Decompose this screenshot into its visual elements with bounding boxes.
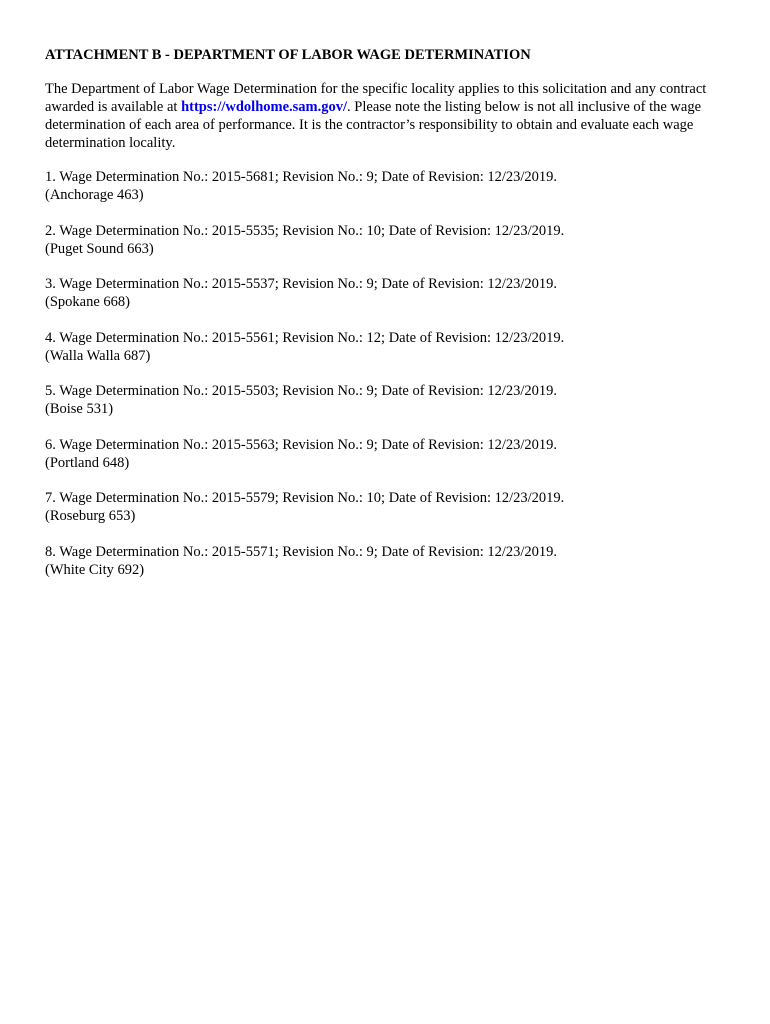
intro-paragraph xyxy=(45,80,735,152)
entry-line: 2. Wage Determination No.: 2015-5535; Revision No.: 10; Date of Revision: 12/23/2019. xyxy=(45,222,565,239)
entry-locality: (White City 692) xyxy=(45,561,145,578)
document-title: ATTACHMENT B - DEPARTMENT OF LABOR WAGE DETERMINATION xyxy=(45,47,531,63)
intro-text-before-link: The Department of Labor Wage Determination for the specific locality applies to this solicitation and any contract awarded is available at xyxy=(45,81,707,115)
entry-line: 8. Wage Determination No.: 2015-5571; Revision No.: 9; Date of Revision: 12/23/2019. xyxy=(45,543,558,560)
wage-determination-entry xyxy=(45,329,735,365)
entry-locality: (Anchorage 463) xyxy=(45,187,144,203)
wage-determination-entry xyxy=(45,382,735,418)
entry-locality: (Spokane 668) xyxy=(45,294,130,310)
wage-determination-entry xyxy=(45,436,735,472)
entry-line: 6. Wage Determination No.: 2015-5563; Revision No.: 9; Date of Revision: 12/23/2019. xyxy=(45,436,558,453)
wage-determination-entry xyxy=(45,275,735,311)
entry-locality: (Portland 648) xyxy=(45,454,130,471)
wdol-link[interactable]: https://wdolhome.sam.gov/ xyxy=(181,99,348,115)
wage-determination-entry xyxy=(45,168,735,204)
entry-locality: (Boise 531) xyxy=(45,401,114,417)
intro-text-after-link: . Please note the listing below is not all inclusive of the wage determination of each area of performance. It is the contractor’s responsibility to obtain and evaluate each wage determination locality. xyxy=(45,99,702,151)
entry-line: 1. Wage Determination No.: 2015-5681; Revision No.: 9; Date of Revision: 12/23/2019. xyxy=(45,169,558,185)
entry-locality: (Puget Sound 663) xyxy=(45,240,154,257)
entry-locality: (Walla Walla 687) xyxy=(45,347,151,364)
wage-determination-entry xyxy=(45,489,735,525)
entry-line: 3. Wage Determination No.: 2015-5537; Revision No.: 9; Date of Revision: 12/23/2019. xyxy=(45,276,558,292)
wage-determination-entry xyxy=(45,222,735,258)
entry-locality: (Roseburg 653) xyxy=(45,508,136,524)
wage-determination-entry xyxy=(45,543,735,579)
entry-line: 4. Wage Determination No.: 2015-5561; Revision No.: 12; Date of Revision: 12/23/2019. xyxy=(45,329,565,346)
entry-line: 7. Wage Determination No.: 2015-5579; Revision No.: 10; Date of Revision: 12/23/2019. xyxy=(45,490,565,506)
document-page xyxy=(45,46,735,596)
entry-line: 5. Wage Determination No.: 2015-5503; Revision No.: 9; Date of Revision: 12/23/2019. xyxy=(45,383,558,399)
